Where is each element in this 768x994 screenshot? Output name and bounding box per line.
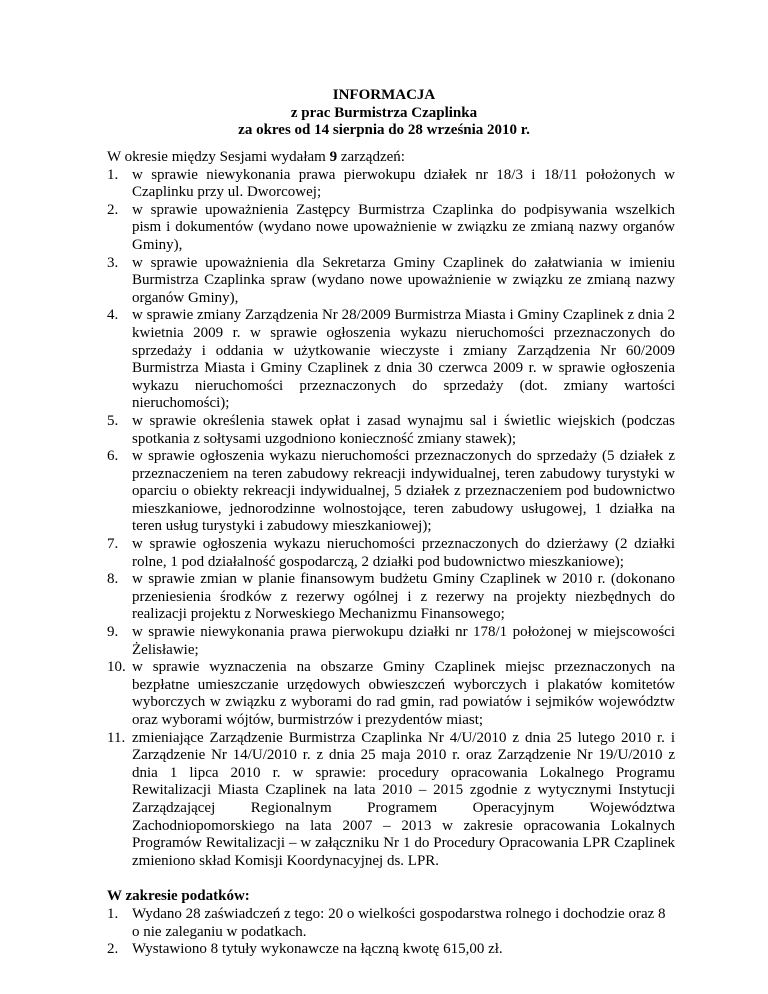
order-item-text: w sprawie ogłoszenia wykazu nieruchomości przeznaczonych do sprzedaży (5 działek z przeznaczeniem na teren zabudowy rekreacji indywidualnej, teren zabudowy turystyki w oparciu o obiekty rekreacji indywidualnej, 5 działek z przeznaczeniem pod budownictwo mieszkaniowe, jednorodzinne wolnostojące, teren zabudowy usługowej, 1 działka na teren usług turystyki i zabudowy mieszkaniowej); — [132, 448, 675, 535]
order-item-text: w sprawie wyznaczenia na obszarze Gminy Czaplinek miejsc przeznaczonych na bezpłatne umieszczanie urzędowych obwieszczeń wyborczych i plakatów komitetów wyborczych w związku z wyborami do rad gmin, rad powiatów i sejmików województw oraz wyborami wójtów, burmistrzów i prezydentów miast; — [132, 659, 675, 728]
order-count: 9 — [329, 149, 338, 165]
order-item-number: 3. — [107, 254, 119, 271]
order-item-number: 11. — [107, 729, 126, 746]
tax-item-text: Wydano 28 zaświadczeń z tego: 20 o wielkości gospodarstwa rolnego i dochodzie oraz 8 o nie zaleganiu w podatkach. — [132, 905, 666, 940]
document-header — [0, 87, 768, 140]
order-item-text: w sprawie zmiany Zarządzenia Nr 28/2009 Burmistrza Miasta i Gminy Czaplinek z dnia 2 kwietnia 2009 r. w sprawie ogłoszenia wykazu nieruchomości przeznaczonych do sprzedaży i oddania w użytkowanie wieczyste i zmiany Zarządzenia Nr 60/2009 Burmistrza Miasta i Gminy Czaplinek z dnia 30 czerwca 2009 r. w sprawie ogłoszenia wykazu nieruchomości przeznaczonych do sprzedaży (dot. zmiany wartości nieruchomości); — [132, 307, 675, 412]
order-item — [107, 536, 675, 571]
order-item-text: w sprawie określenia stawek opłat i zasad wynajmu sal i świetlic wiejskich (podczas spotkania z sołtysami uzgodniono konieczność zmiany stawek); — [132, 412, 675, 447]
order-item-text: w sprawie upoważnienia Zastępcy Burmistrza Czaplinka do podpisywania wszelkich pism i dokumentów (wydano nowe upoważnienie w związku ze zmianą nazwy organów Gminy), — [132, 201, 675, 253]
intro-text-before: W okresie między Sesjami wydałam — [107, 149, 330, 165]
order-item — [107, 413, 675, 448]
order-item-text: w sprawie niewykonania prawa pierwokupu działki nr 178/1 położonej w miejscowości Żelisławie; — [132, 624, 675, 658]
order-item-number: 9. — [107, 624, 119, 641]
tax-item — [107, 941, 675, 959]
taxes-heading: W zakresie podatków: — [107, 888, 250, 905]
document-period: za okres od 14 sierpnia do 28 września 2010 r. — [238, 122, 530, 138]
document-subtitle: z prac Burmistrza Czaplinka — [290, 104, 478, 121]
tax-item-text: Wystawiono 8 tytuły wykonawcze na łączną kwotę 615,00 zł. — [132, 941, 503, 958]
order-item-text: w sprawie zmian w planie finansowym budżetu Gminy Czaplinek w 2010 r. (dokonano przeniesienia środków z rezerwy ogólnej i z rezerwy na projekty niezbędnych do realizacji projektu z Norweskiego Mechanizmu Finansowego; — [132, 571, 675, 623]
order-item — [107, 167, 675, 202]
taxes-list — [107, 906, 675, 959]
order-item-number: 5. — [107, 412, 119, 429]
order-item — [107, 730, 675, 871]
order-item-text: w sprawie ogłoszenia wykazu nieruchomości przeznaczonych do dzierżawy (2 działki rolne, 1 pod działalność gospodarczą, 2 działki pod budownictwo mieszkaniowe); — [132, 536, 675, 570]
order-item-number: 6. — [107, 448, 119, 465]
order-item — [107, 255, 675, 308]
order-item-text: zmieniające Zarządzenie Burmistrza Czaplinka Nr 4/U/2010 z dnia 25 lutego 2010 r. i Zarządzenie Nr 14/U/2010 r. z dnia 25 maja 2010 r. oraz Zarządzenie Nr 19/U/2010 z dnia 1 lipca 2010 r. w sprawie: procedury opracowania Lokalnego Programu Rewitalizacji Miasta Czaplinek na lata 2010 – 2015 zgodnie z wytycznymi Instytucji Zarządzającej Regionalnym Programem Operacyjnym Województwa Zachodniopomorskiego na lata 2007 – 2013 w zakresie opracowania Lokalnych Programów Rewitalizacji – w załączniku Nr 1 do Procedury Opracowania LPR Czaplinek zmieniono skład Komisji Koordynacyjnej ds. LPR. — [132, 729, 675, 869]
order-item-number: 4. — [107, 307, 119, 324]
tax-item-number: 1. — [107, 905, 119, 922]
order-item — [107, 448, 675, 536]
intro-text-after: zarządzeń: — [337, 149, 405, 165]
tax-item-number: 2. — [107, 941, 119, 958]
order-item-number: 7. — [107, 536, 119, 553]
order-item — [107, 659, 675, 729]
order-item-number: 2. — [107, 201, 119, 218]
orders-list — [107, 167, 675, 871]
order-item-number: 1. — [107, 166, 119, 183]
document-title: INFORMACJA — [332, 87, 436, 103]
order-item-number: 8. — [107, 571, 119, 588]
order-item — [107, 571, 675, 624]
intro-paragraph — [107, 149, 675, 167]
document-body — [107, 149, 675, 959]
tax-item — [107, 906, 675, 941]
order-item-number: 10. — [107, 659, 126, 676]
order-item-text: w sprawie niewykonania prawa pierwokupu działek nr 18/3 i 18/11 położonych w Czaplinku przy ul. Dworcowej; — [132, 166, 675, 201]
order-item — [107, 202, 675, 255]
order-item-text: w sprawie upoważnienia dla Sekretarza Gminy Czaplinek do załatwiania w imieniu Burmistrza Czaplinka spraw (wydano nowe upoważnienie w związku ze zmianą nazwy organów Gminy), — [132, 254, 675, 306]
order-item — [107, 624, 675, 659]
order-item — [107, 307, 675, 413]
